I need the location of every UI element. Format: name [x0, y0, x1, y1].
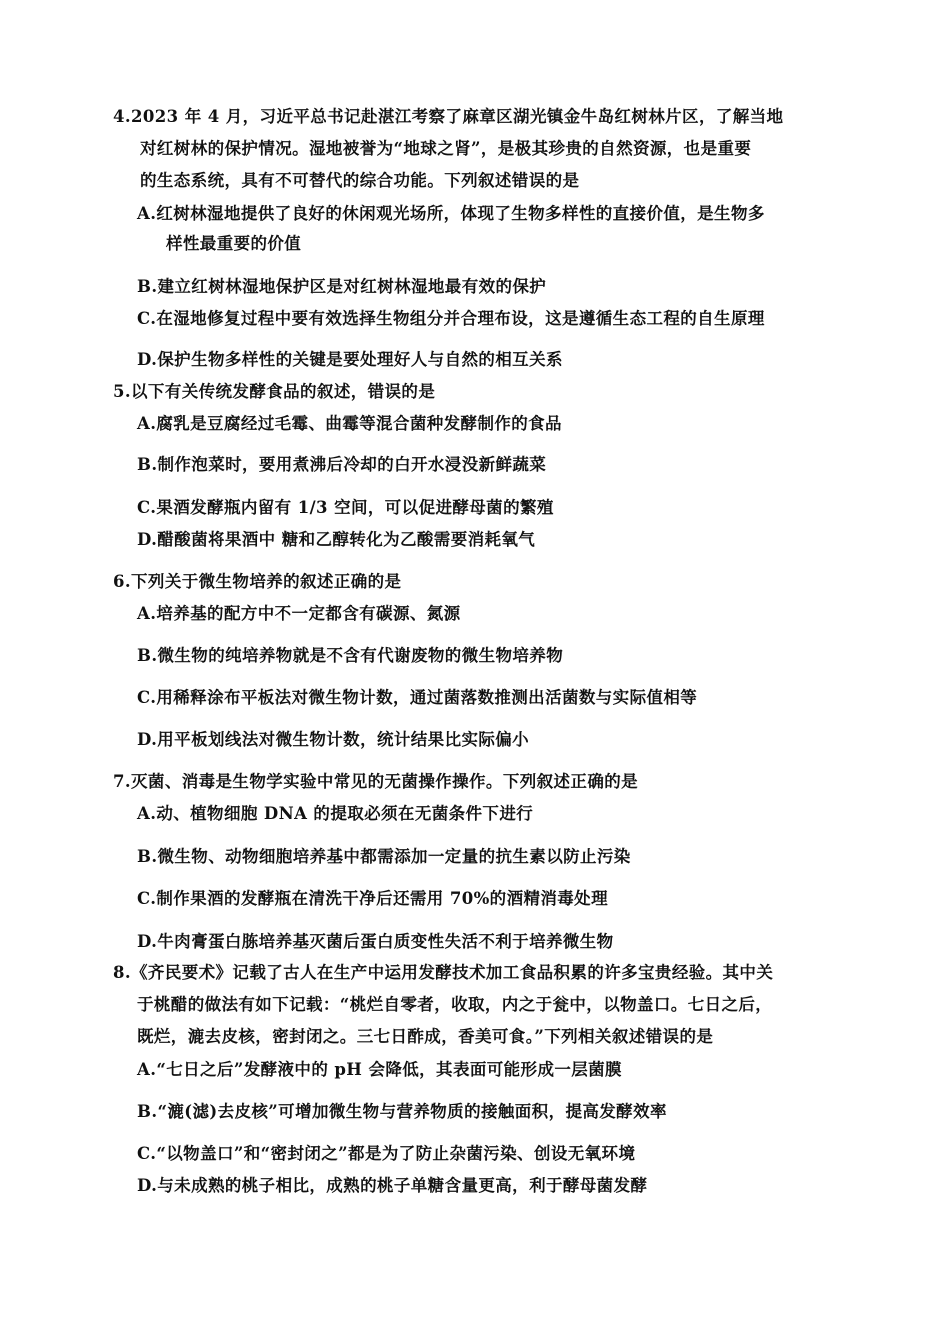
option-b: B.“漉(滤)去皮核”可增加微生物与营养物质的接触面积，提高发酵效率: [137, 1102, 667, 1121]
question-stem-line: 既烂，漉去皮核，密封闭之。三七日酢成，香美可食。”下列相关叙述错误的是: [137, 1027, 714, 1046]
option-c: C.“以物盖口”和“密封闭之”都是为了防止杂菌污染、创设无氧环境: [137, 1144, 636, 1163]
option-a: A.培养基的配方中不一定都含有碳源、氮源: [137, 604, 461, 623]
option-c: C.果酒发酵瓶内留有 1/3 空间，可以促进酵母菌的繁殖: [137, 498, 554, 517]
option-c: C.在湿地修复过程中要有效选择生物组分并合理布设，这是遵循生态工程的自生原理: [137, 309, 765, 328]
option-b: B.制作泡菜时，要用煮沸后冷却的白开水浸没新鲜蔬菜: [137, 455, 547, 474]
question-stem-line: 对红树林的保护情况。湿地被誉为“地球之肾”，是极其珍贵的自然资源，也是重要: [140, 139, 752, 158]
option-d: D.牛肉膏蛋白胨培养基灭菌后蛋白质变性失活不利于培养微生物: [137, 932, 614, 951]
option-b: B.微生物、动物细胞培养基中都需添加一定量的抗生素以防止污染: [137, 847, 631, 866]
question-stem-line: 7.灭菌、消毒是生物学实验中常见的无菌操作操作。下列叙述正确的是: [113, 772, 639, 791]
option-b: B.微生物的纯培养物就是不含有代谢废物的微生物培养物: [137, 646, 564, 665]
question-stem-line: 的生态系统，具有不可替代的综合功能。下列叙述错误的是: [140, 171, 580, 190]
option-a: A.红树林湿地提供了良好的休闲观光场所，体现了生物多样性的直接价值，是生物多: [137, 204, 765, 223]
option-a: A.腐乳是豆腐经过毛霉、曲霉等混合菌种发酵制作的食品: [137, 414, 562, 433]
option-c: C.制作果酒的发酵瓶在清洗干净后还需用 70%的酒精消毒处理: [137, 889, 608, 908]
option-a-continued: 样性最重要的价值: [166, 234, 302, 253]
option-d: D.用平板划线法对微生物计数，统计结果比实际偏小: [137, 730, 530, 749]
option-a: A.动、植物细胞 DNA 的提取必须在无菌条件下进行: [137, 804, 534, 823]
question-stem-line: 5.以下有关传统发酵食品的叙述，错误的是: [113, 382, 436, 401]
option-d: D.醋酸菌将果酒中 糖和乙醇转化为乙酸需要消耗氧气: [137, 530, 536, 549]
question-stem-line: 于桃醋的做法有如下记载：“桃烂自零者，收取，内之于瓮中，以物盖口。七日之后，: [137, 995, 773, 1014]
question-stem-line: 4.2023 年 4 月，习近平总书记赴湛江考察了麻章区湖光镇金牛岛红树林片区，了解当地: [113, 107, 784, 126]
option-c: C.用稀释涂布平板法对微生物计数，通过菌落数推测出活菌数与实际值相等: [137, 688, 698, 707]
question-stem-line: 8.《齐民要术》记载了古人在生产中运用发酵技术加工食品积累的许多宝贵经验。其中关: [113, 963, 774, 982]
option-b: B.建立红树林湿地保护区是对红树林湿地最有效的保护: [137, 277, 547, 296]
option-d: D.与未成熟的桃子相比，成熟的桃子单糖含量更高，利于酵母菌发酵: [137, 1176, 648, 1195]
option-a: A.“七日之后”发酵液中的 pH 会降低，其表面可能形成一层菌膜: [137, 1060, 622, 1079]
option-d: D.保护生物多样性的关键是要处理好人与自然的相互关系: [137, 350, 563, 369]
question-stem-line: 6.下列关于微生物培养的叙述正确的是: [113, 572, 402, 591]
